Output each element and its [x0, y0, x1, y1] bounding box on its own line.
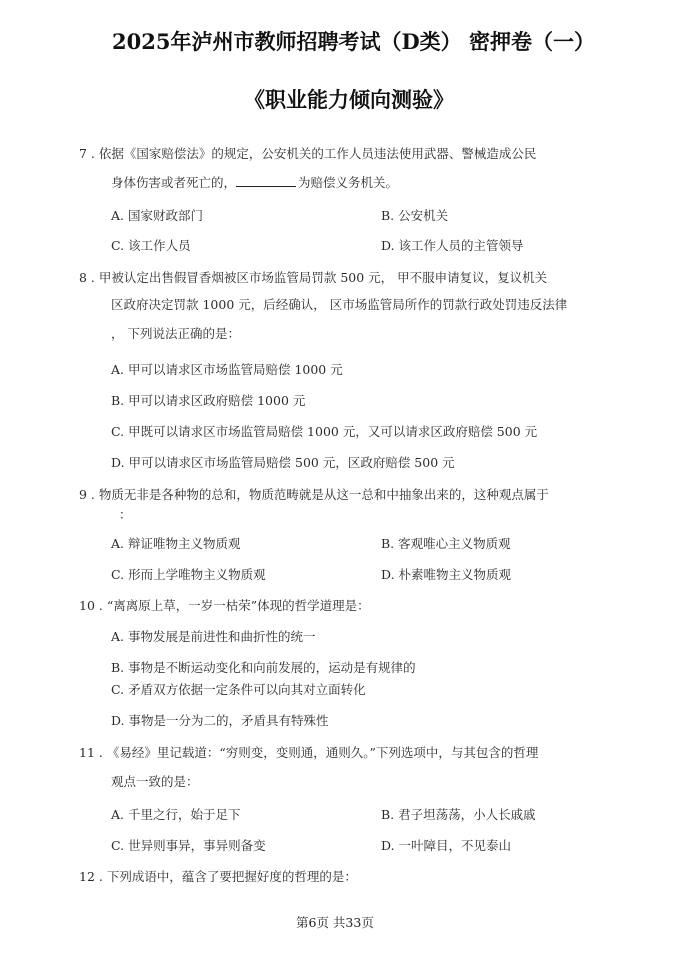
question-12-line-1: 12 . 下列成语中，蕴含了要把握好度的哲理的是： — [79, 869, 357, 884]
option-b: B. 客观唯心主义物质观 — [381, 536, 511, 551]
question-8-line-1: 8 . 甲被认定出售假冒香烟被区市场监管局罚款 500 元， 甲不服申请复议，复议机关 — [79, 270, 548, 285]
question-7-line-2 — [111, 173, 398, 191]
option-c: C. 形而上学唯物主义物质观 — [111, 567, 266, 582]
option-a: A. 事物发展是前进性和曲折性的统一 — [111, 629, 316, 644]
option-a: A. 国家财政部门 — [111, 208, 203, 223]
option-a: A. 甲可以请求区市场监管局赔偿 1000 元 — [111, 362, 343, 377]
option-b: B. 君子坦荡荡，小人长戚戚 — [381, 807, 536, 822]
answer-blank — [236, 173, 296, 187]
option-c: C. 世异则事异，事异则备变 — [111, 838, 266, 853]
question-7-line-1: 7 . 依据《国家赔偿法》的规定，公安机关的工作人员违法使用武器、警械造成公民 — [79, 146, 537, 161]
question-9-line-1: 9 . 物质无非是各种物的总和，物质范畴就是从这一总和中抽象出来的，这种观点属于 — [79, 487, 549, 502]
question-11-line-2: 观点一致的是： — [111, 774, 199, 789]
page-number: 第6页 共33页 — [296, 915, 374, 930]
option-d: D. 该工作人员的主管领导 — [381, 238, 524, 253]
option-b: B. 事物是不断运动变化和向前发展的，运动是有规律的 — [111, 660, 416, 675]
page-subtitle: 《职业能力倾向测验》 — [244, 87, 454, 112]
option-a: A. 千里之行，始于足下 — [111, 807, 241, 822]
question-9-line-2: ： — [119, 507, 132, 522]
option-d: D. 朴素唯物主义物质观 — [381, 567, 512, 582]
option-d: D. 事物是一分为二的，矛盾具有特殊性 — [111, 713, 329, 728]
question-7-text: 身体伤害或者死亡的， — [111, 175, 237, 190]
option-c: C. 该工作人员 — [111, 238, 191, 253]
question-10-line-1: 10 . “离离原上草，一岁一枯荣”体现的哲学道理是： — [79, 598, 370, 613]
option-a: A. 辩证唯物主义物质观 — [111, 536, 241, 551]
option-d: D. 一叶障目，不见泰山 — [381, 838, 512, 853]
option-c: C. 矛盾双方依据一定条件可以向其对立面转化 — [111, 682, 366, 697]
question-8-line-3: ， 下列说法正确的是： — [111, 326, 240, 341]
question-7-text-end: 为赔偿义务机关。 — [298, 175, 399, 190]
page-title: 2025年泸州市教师招聘考试（D类） 密押卷（一） — [112, 29, 595, 54]
option-b: B. 甲可以请求区政府赔偿 1000 元 — [111, 393, 306, 408]
question-11-line-1: 11 . 《易经》里记载道：“穷则变，变则通，通则久。”下列选项中，与其包含的哲理 — [79, 745, 539, 760]
option-b: B. 公安机关 — [381, 208, 449, 223]
question-8-line-2: 区政府决定罚款 1000 元，后经确认， 区市场监管局所作的罚款行政处罚违反法律 — [111, 297, 568, 312]
option-d: D. 甲可以请求区市场监管局赔偿 500 元，区政府赔偿 500 元 — [111, 455, 455, 470]
option-c: C. 甲既可以请求区市场监管局赔偿 1000 元，又可以请求区政府赔偿 500 元 — [111, 424, 538, 439]
